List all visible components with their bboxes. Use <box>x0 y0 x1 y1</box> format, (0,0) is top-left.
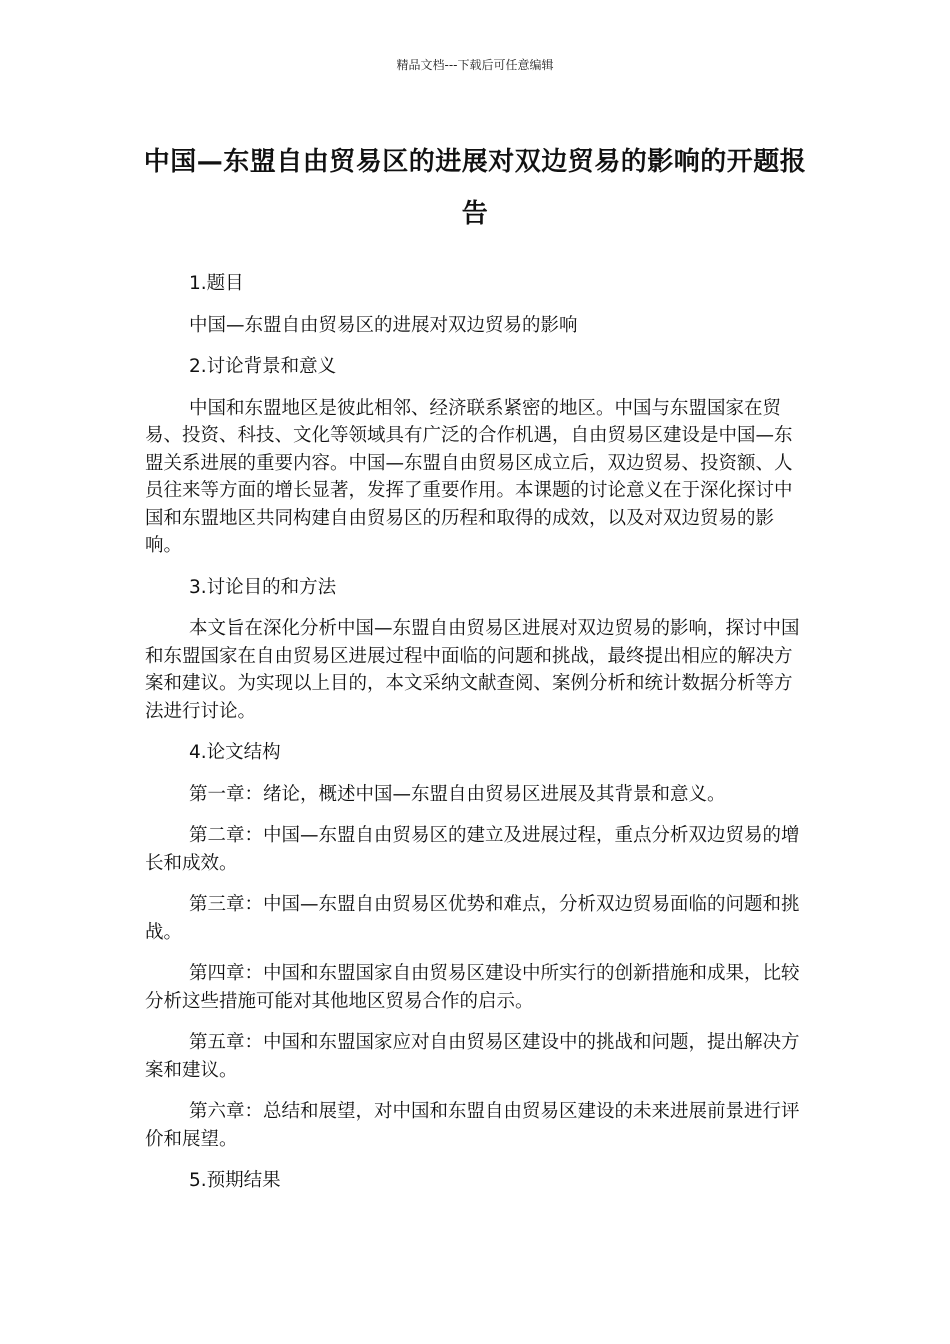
section-heading-background: 2.讨论背景和意义 <box>189 356 337 377</box>
section-heading-expected-results: 5.预期结果 <box>189 1170 281 1191</box>
chapter-item: 第三章：中国—东盟自由贸易区优势和难点，分析双边贸易面临的问题和挑战。 <box>145 894 800 943</box>
chapter-item: 第六章：总结和展望，对中国和东盟自由贸易区建设的未来进展前景进行评价和展望。 <box>145 1101 800 1150</box>
chapter-item: 第一章：绪论，概述中国—东盟自由贸易区进展及其背景和意义。 <box>189 783 726 805</box>
section-heading-topic: 1.题目 <box>189 273 244 294</box>
chapter-item: 第四章：中国和东盟国家自由贸易区建设中所实行的创新措施和成果，比较分析这些措施可能对其他地区贸易合作的启示。 <box>145 963 800 1012</box>
chapter-item: 第二章：中国—东盟自由贸易区的建立及进展过程，重点分析双边贸易的增长和成效。 <box>145 825 800 874</box>
chapter-item: 第五章：中国和东盟国家应对自由贸易区建设中的挑战和问题，提出解决方案和建议。 <box>145 1032 800 1081</box>
page-header: 精品文档---下载后可任意编辑 <box>396 58 554 72</box>
document-body <box>145 270 800 1209</box>
paragraph: 本文旨在深化分析中国—东盟自由贸易区进展对双边贸易的影响，探讨中国和东盟国家在自由贸易区进展过程中面临的问题和挑战，最终提出相应的解决方案和建议。为实现以上目的，本文采纳文献查阅、案例分析和统计数据分析等方法进行讨论。 <box>145 618 800 722</box>
paragraph: 中国—东盟自由贸易区的进展对双边贸易的影响 <box>189 314 578 336</box>
paragraph: 中国和东盟地区是彼此相邻、经济联系紧密的地区。中国与东盟国家在贸易、投资、科技、文化等领域具有广泛的合作机遇，自由贸易区建设是中国—东盟关系进展的重要内容。中国—东盟自由贸易区成立后，双边贸易、投资额、人员往来等方面的增长显著，发挥了重要作用。本课题的讨论意义在于深化探讨中国和东盟地区共同构建自由贸易区的历程和取得的成效，以及对双边贸易的影响。 <box>145 397 793 556</box>
section-heading-structure: 4.论文结构 <box>189 742 281 763</box>
document-title: 中国—东盟自由贸易区的进展对双边贸易的影响的开题报告 <box>143 147 807 229</box>
section-heading-purpose: 3.讨论目的和方法 <box>189 576 337 598</box>
